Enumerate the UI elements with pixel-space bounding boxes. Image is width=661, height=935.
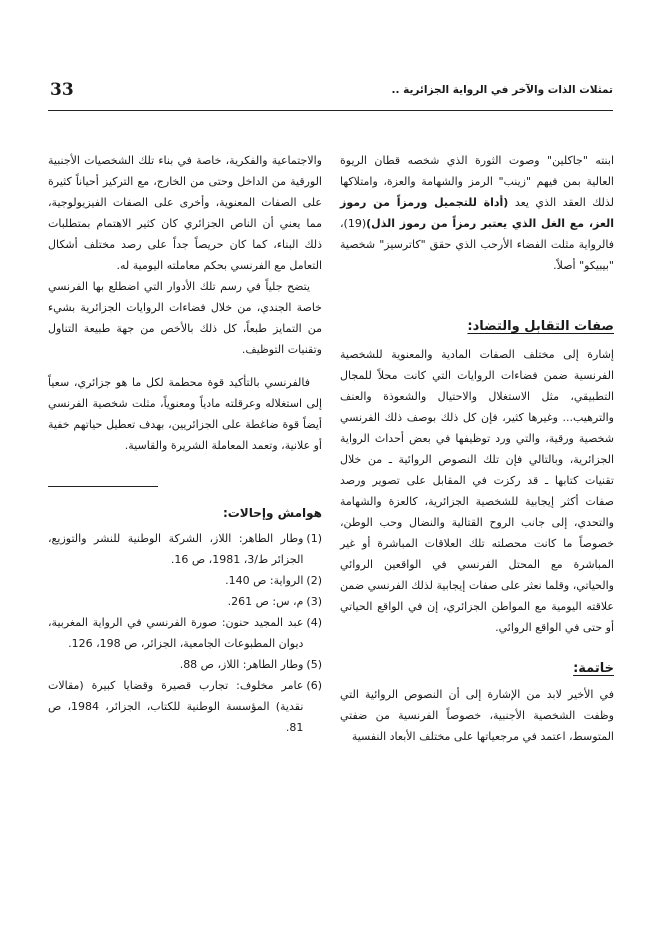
conclusion-paragraph: في الأخير لابد من الإشارة إلى أن النصوص الروائية التي وظفت الشخصية الأجنبية، خصوصاً الفرنسية من ضفتي المتوسط، اعتمد في مرجعياتها على مختلف الأبعاد النفسية: [340, 688, 614, 743]
page-header: [48, 80, 613, 111]
body-paragraph-2: يتضح جلياً في رسم تلك الأدوار التي اضطلع بها الفرنسي خاصة الجندي، من خلال فضاءات الروايات الجزائرية بشيء من التمايز طبعاً، كل ذلك بالأخص من جهة طبيعة التناول وتقنيات التوظيف.: [48, 280, 322, 356]
right-column: [340, 150, 614, 747]
intro-text-end: (19)، فالرواية مثلت الفضاء الأرحب الذي حقق "كاترسيز" شخصية "بيبيكو" أصلاً.: [340, 217, 614, 272]
body-paragraph-1: والاجتماعية والفكرية، خاصة في بناء تلك الشخصيات الأجنبية الورقية من الداخل وحتى من الخارج، مع التركيز أحياناً كثيرة على الصفات المعنوية، وأخرى على الصفات الفيزيولوجية، مما يعني أن الناص الجزائري كان كثير الاهتمام بمتطلبات ذلك البناء، كما كان حريصاً جداً على رصد مختلف أشكال التعامل مع الفرنسي بحكم معاملته اليومية له.: [48, 154, 322, 272]
page-number: 33: [50, 80, 74, 100]
footnote-item: (1) وطار الطاهر: اللاز، الشركة الوطنية للنشر والتوزيع، الجزائر ط/3، 1981، ص 16.: [48, 532, 322, 566]
footnote-item: (5) وطار الطاهر: اللاز، ص 88.: [179, 658, 322, 671]
contrast-paragraph: إشارة إلى مختلف الصفات المادية والمعنوية للشخصية الفرنسية ضمن فضاءات الروايات التي كانت محلاً للمجال التطبيقي، مثل الاستغلال والاحتيال والشعوذة والعنف والترهيب... وغيرها كثير، فإن كل ذلك بوصف ذلك الفرنسي شخصية ورقية، والتي ورد توظيفها في بعض أحداث الرواية الجزائرية، وبالتالي فإن تلك النصوص الروائية ـ من خلال تقنيات كتابها ـ قد ركزت في المقابل على تصوير ورصد صفات أكثر إيجابية للشخصية الجزائرية، كالعزة والشهامة والتحدي، إلى جانب الروح القتالية والنضال وحب الوطن، خصوصاً ما كانت محصلته تلك العلاقات المباشرة أو غير المباشرة مع المحتل الفرنسي في الواقعين الروائي والحياتي، وقلما نعثر على صفات إيجابية لذلك الفرنسي ضمن علاقته اليومية مع المواطن الجزائري، إن في الواقع الحياتي أو حتى في الواقع الروائي.: [340, 348, 614, 634]
footnote-item: (4) عبد المجيد حنون: صورة الفرنسي في الرواية المغربية، ديوان المطبوعات الجامعية، الجزائر، ص 198، 126.: [48, 616, 322, 650]
section-heading-conclusion: خاتمة:: [573, 661, 614, 676]
footnotes-title: هوامش وإحالات:: [222, 506, 322, 520]
footnote-item: (2) الرواية: ص 140.: [225, 574, 322, 587]
intro-quote: (أداة للتجميل ورمزاً من رموز العز، مع الغل الذي يعتبر رمزاً من رموز الذل): [340, 196, 614, 230]
footnote-item: (6) عامر مخلوف: تجارب قصيرة وقضايا كبيرة (مقالات نقدية) المؤسسة الوطنية للكتاب، الجزائر، 1984، ص 81.: [48, 679, 322, 734]
footnotes-list: [48, 528, 322, 738]
intro-text: ابنته "جاكلين" وصوت الثورة الذي شخصه قطان الريوة العالية بمن فيهم "زينب" الرمز والشهامة والعزة، وامتلاكها لذلك العقد الذي يعد: [340, 154, 614, 209]
section-heading-contrast: صفات التقابل والتضاد:: [467, 319, 614, 334]
left-column: [48, 150, 322, 738]
body-paragraph-3: فالفرنسي بالتأكيد قوة محطمة لكل ما هو جزائري، سعياً إلى استغلاله وعرقلته مادياً ومعنوياً، مثلت شخصية الفرنسي أيضاً قوة ضاغطة على الجزائريين، بهدف تعطيل حياتهم خفية أو علانية، وتعمد المعاملة الشريرة والقاسية.: [48, 376, 322, 452]
footnote-separator: [48, 486, 158, 487]
running-title: تمثلات الذات والآخر في الرواية الجزائرية ..: [391, 84, 613, 96]
footnote-item: (3) م، س: ص 261.: [227, 595, 322, 608]
intro-paragraph: [340, 150, 614, 276]
